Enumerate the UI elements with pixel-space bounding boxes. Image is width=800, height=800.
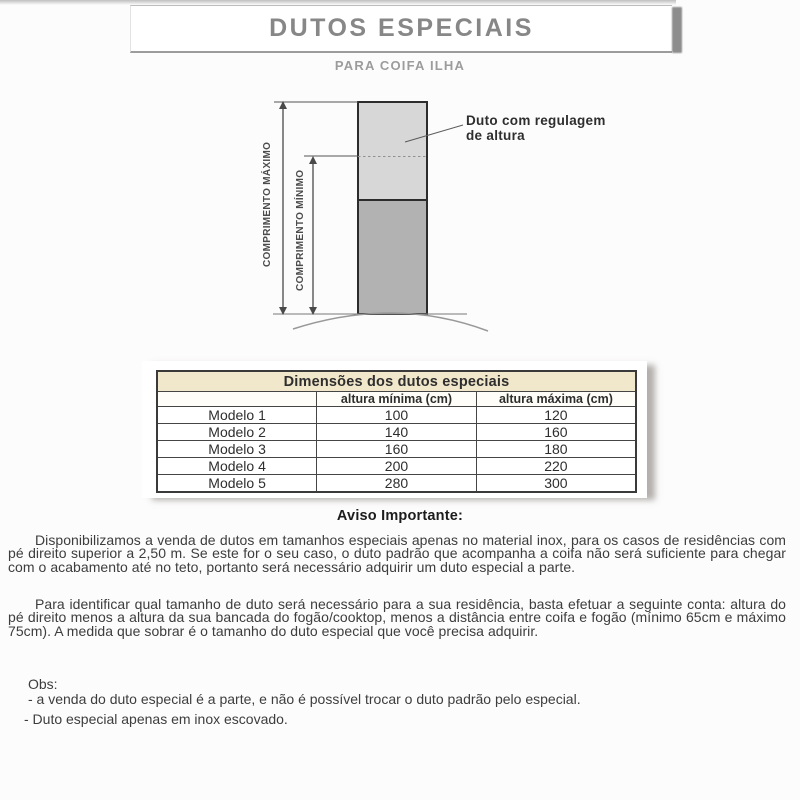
min-cell: 100	[317, 407, 477, 424]
table-row	[157, 424, 636, 441]
obs-item: - Duto especial apenas em inox escovado.	[24, 711, 288, 727]
page-title: DUTOS ESPECIAIS	[269, 14, 534, 42]
table-title-row	[157, 371, 636, 392]
table-col-header-min: altura mínima (cm)	[317, 392, 477, 407]
table-header-row	[157, 392, 636, 407]
duct-upper-section	[358, 102, 427, 200]
model-cell: Modelo 1	[157, 407, 317, 424]
dimensions-table	[156, 370, 637, 493]
title-banner	[130, 5, 672, 53]
table-title: Dimensões dos dutos especiais	[157, 371, 636, 392]
duct-lower-section	[358, 200, 427, 314]
label-comprimento-minimo: COMPRIMENTO MÍNIMO	[295, 169, 306, 291]
table-col-header-max: altura máxima (cm)	[476, 392, 636, 407]
model-cell: Modelo 4	[157, 458, 317, 475]
obs-item: - a venda do duto especial é a parte, e não é possível trocar o duto padrão pelo especial.	[28, 691, 581, 707]
duct-callout-line1: Duto com regulagem	[466, 113, 606, 128]
min-cell: 140	[317, 424, 477, 441]
notice-paragraph-2: Para identificar qual tamanho de duto será necessário para a sua residência, basta efetuar a seguinte conta: altura do pé direito menos a altura da sua bancada do fogão/cooktop, menos a distância entre coifa e fogão (mínimo 65cm e máximo 75cm). A medida que sobrar é o tamanho do duto especial que você precisa adquirir.	[8, 596, 786, 639]
min-cell: 160	[317, 441, 477, 458]
model-cell: Modelo 3	[157, 441, 317, 458]
hood-arc	[293, 313, 488, 331]
max-cell: 160	[476, 424, 636, 441]
min-cell: 200	[317, 458, 477, 475]
notice-heading: Aviso Importante:	[336, 508, 464, 524]
table-row	[157, 407, 636, 424]
table-row	[157, 441, 636, 458]
table-row	[157, 475, 636, 493]
duct-callout-label	[466, 114, 606, 143]
table-col-header-empty	[157, 392, 317, 407]
max-cell: 180	[476, 441, 636, 458]
max-cell: 120	[476, 407, 636, 424]
duct-callout-line2: de altura	[466, 127, 525, 143]
max-cell: 300	[476, 475, 636, 493]
label-comprimento-maximo: COMPRIMENTO MÁXIMO	[262, 141, 273, 267]
min-arrowhead-top	[309, 156, 317, 164]
notice-paragraph-1: Disponibilizamos a venda de dutos em tamanhos especiais apenas no material inox, para os casos de residências com pé direito superior a 2,50 m. Se este for o seu caso, o duto padrão que acompanha a coifa não será suficiente para chegar com o acabamento até no teto, portanto será necessário adquirir um duto especial a parte.	[8, 532, 786, 575]
page-subtitle: PARA COIFA ILHA	[334, 58, 466, 73]
model-cell: Modelo 2	[157, 424, 317, 441]
title-banner-shadow	[672, 7, 682, 53]
min-cell: 280	[317, 475, 477, 493]
obs-label: Obs:	[28, 676, 58, 692]
table-row	[157, 458, 636, 475]
max-cell: 220	[476, 458, 636, 475]
model-cell: Modelo 5	[157, 475, 317, 493]
